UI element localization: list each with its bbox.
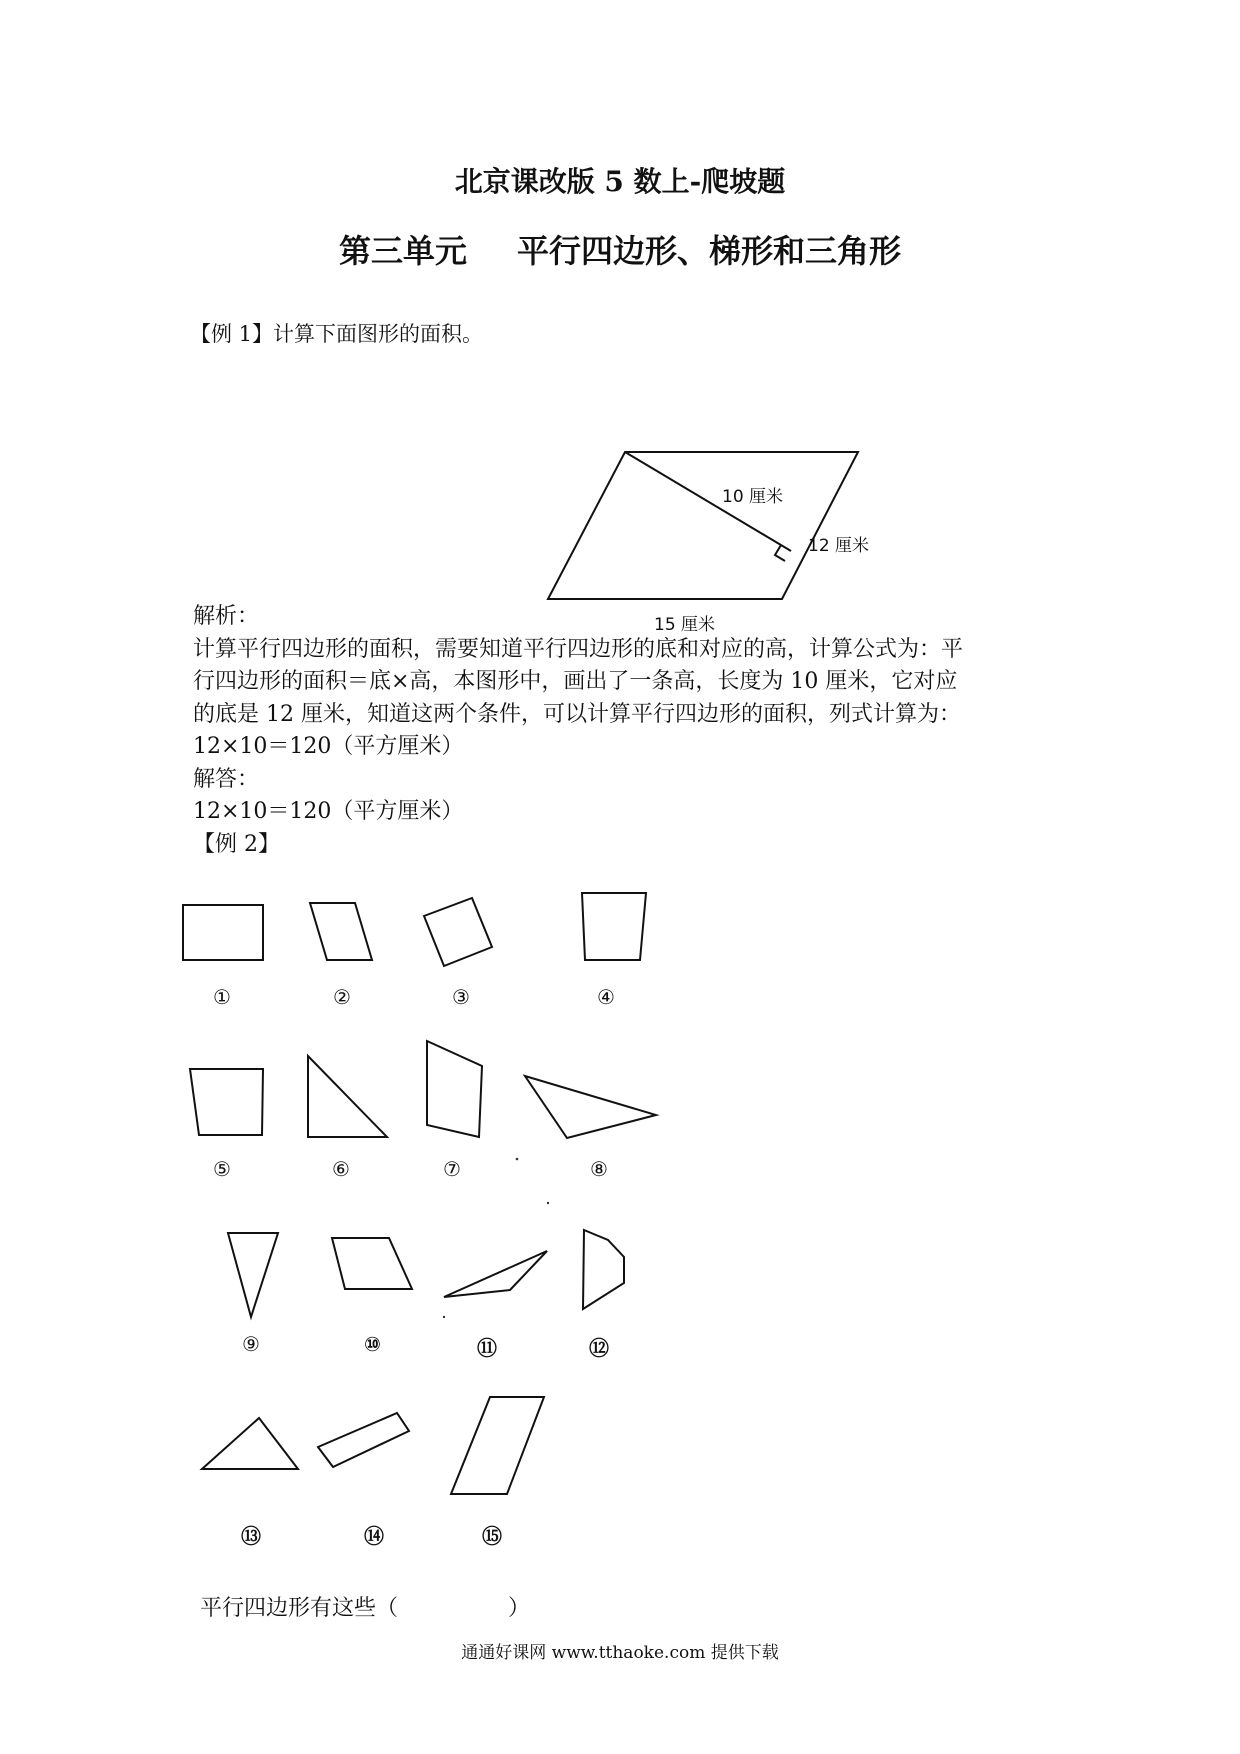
- shape-15: [451, 1397, 544, 1494]
- shape-13: [202, 1418, 298, 1469]
- shape-6: [308, 1056, 387, 1137]
- shape-label-8: ⑧: [590, 1157, 608, 1181]
- unit-subtitle: 平行四边形、梯形和三角形: [517, 232, 902, 270]
- shape-label-5: ⑤: [213, 1157, 231, 1181]
- example-1-parallelogram: [548, 452, 858, 599]
- document-title: 北京课改版 5 数上-爬坡题: [454, 165, 786, 198]
- answer-heading: 解答：: [193, 766, 260, 792]
- shape-label-11: ⑪: [477, 1336, 497, 1360]
- shape-label-6: ⑥: [332, 1157, 350, 1181]
- shape-9: [228, 1233, 278, 1317]
- shape-12: [583, 1230, 624, 1309]
- shape-3: [424, 898, 492, 966]
- shape-7: [427, 1041, 482, 1137]
- shape-11: [444, 1251, 547, 1297]
- base-label: 15 厘米: [654, 615, 716, 635]
- footer: 通通好课网 www.tthaoke.com 提供下载: [461, 1643, 779, 1663]
- example-1-label: 【例 1】计算下面图形的面积。: [190, 322, 484, 346]
- side-label: 12 厘米: [808, 536, 870, 556]
- shape-label-3: ③: [452, 985, 470, 1009]
- shape-label-1: ①: [213, 985, 231, 1009]
- shape-label-10: ⑩: [364, 1332, 381, 1356]
- shape-2: [310, 903, 372, 960]
- shape-label-12: ⑫: [589, 1336, 609, 1360]
- analysis-line: 行四边形的面积＝底×高，本图形中，画出了一条高，长度为 10 厘米，它对应: [193, 669, 958, 694]
- shape-label-13: ⑬: [241, 1524, 261, 1548]
- shape-label-2: ②: [333, 985, 351, 1009]
- unit-number: 第三单元: [338, 232, 467, 270]
- answer-text: 12×10＝120（平方厘米）: [193, 799, 464, 824]
- shape-label-9: ⑨: [242, 1332, 260, 1356]
- example-2-label: 【例 2】: [193, 831, 280, 857]
- shape-14: [318, 1413, 409, 1467]
- shape-label-7: ⑦: [443, 1157, 461, 1181]
- shape-1: [183, 905, 263, 960]
- height-label: 10 厘米: [722, 487, 784, 507]
- analysis-line: 12×10＝120（平方厘米）: [193, 734, 464, 759]
- shape-label-14: ⑭: [364, 1524, 384, 1548]
- shape-label-4: ④: [597, 985, 615, 1009]
- example-1-solution: [193, 601, 1073, 861]
- shape-5: [190, 1069, 263, 1135]
- shape-label-15: ⑮: [482, 1524, 502, 1548]
- example-2-question: 平行四边形有这些（ ）: [200, 1596, 531, 1621]
- analysis-heading: 解析：: [193, 604, 260, 629]
- shape-10: [332, 1238, 412, 1289]
- shape-4: [582, 893, 646, 960]
- analysis-line: 计算平行四边形的面积，需要知道平行四边形的底和对应的高，计算公式为：平: [193, 636, 964, 662]
- analysis-line: 的底是 12 厘米，知道这两个条件，可以计算平行四边形的面积，列式计算为：: [193, 701, 961, 727]
- shape-8: [525, 1076, 656, 1138]
